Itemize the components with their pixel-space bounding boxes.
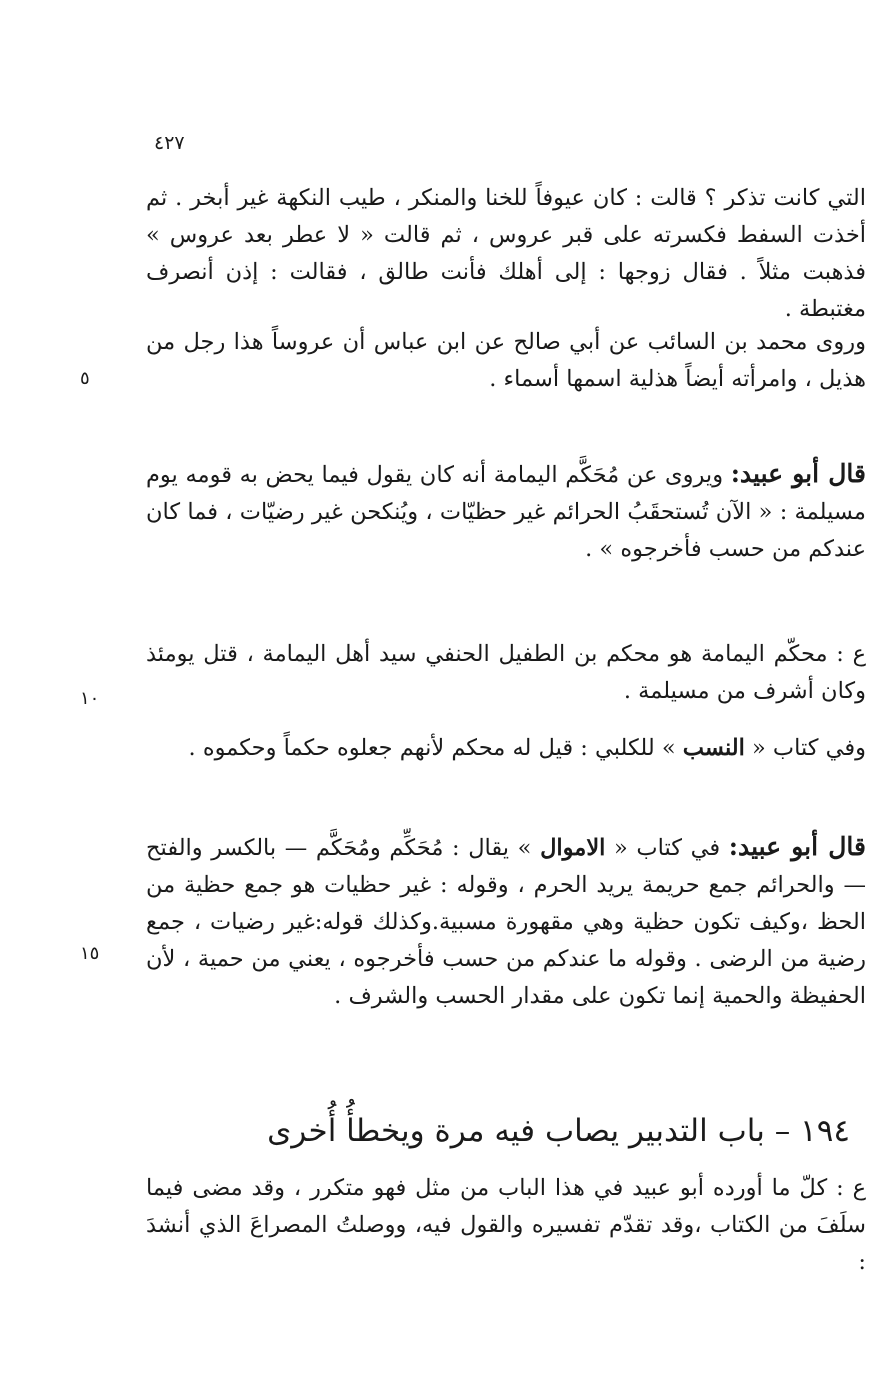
paragraph-5-pre: وفي كتاب «	[744, 735, 866, 761]
paragraph-7-text: ع : كلّ ما أورده أبو عبيد في هذا الباب من مثل فهو متكرر ، وقد مضى فيما سلَفَ من الكتاب ،وقد تقدّم تفسيره والقول فيه، ووصلتُ المصراعَ الذي أنشدَ :	[146, 1175, 866, 1275]
line-marker-15: ١٥	[80, 943, 100, 964]
paragraph-3-text	[146, 455, 866, 568]
paragraph-6-post: » يقال : مُحَكِّم ومُحَكَّم — بالكسر والفتح — والحرائم جمع حريمة يريد الحرم ، وقوله : غير حظيات هو جمع حظية من الحظ ،وكيف تكون حظية وهي مقهورة مسبية.وكذلك قوله:غير رضيات ، جمع رضية من الرضى . وقوله ما عندكم من حسب فأخرجوه ، يعني من حمية ، لأن الحفيظة والحمية إنما تكون على مقدار الحسب والشرف .	[146, 835, 866, 1009]
paragraph-5	[146, 730, 866, 767]
paragraph-7	[146, 1170, 866, 1281]
paragraph-4	[146, 636, 866, 710]
paragraph-3	[146, 455, 866, 568]
page-number: ٤٢٧	[154, 132, 185, 154]
book-title-amwal: الاموال	[540, 835, 606, 861]
paragraph-2	[146, 324, 866, 398]
paragraph-6-text	[146, 828, 866, 1015]
line-marker-10: ١٠	[80, 688, 100, 709]
paragraph-4-text: ع : محكّم اليمامة هو محكم بن الطفيل الحنفي سيد أهل اليمامة ، قتل يومئذ وكان أشرف من مسيلمة .	[146, 641, 866, 704]
chapter-heading: ١٩٤ – باب التدبير يصاب فيه مرة ويخطأُ أُخرى	[267, 1112, 850, 1149]
paragraph-6	[146, 828, 866, 1015]
paragraph-3-body: ويروى عن مُحَكَّم اليمامة أنه كان يقول فيما يحض به قومه يوم مسيلمة : « الآن تُستحقَبُ الحرائم غير حظيّات ، ويُنكحن غير رضيّات ، فما كان عندكم من حسب فأخرجوه » .	[146, 462, 866, 562]
paragraph-6-pre: في كتاب «	[605, 835, 729, 861]
paragraph-5-text	[146, 730, 866, 767]
paragraph-1-text: التي كانت تذكر ؟ قالت : كان عيوفاً للخنا والمنكر ، طيب النكهة غير أبخر . ثم أخذت السفط فكسرته على قبر عروس ، ثم قالت « لا عطر بعد عروس » فذهبت مثلاً . فقال زوجها : إلى أهلك فأنت طالق ، فقالت : إذن أنصرف مغتبطة .	[146, 185, 866, 322]
book-title-nasab: النسب	[682, 735, 745, 761]
paragraph-1	[146, 180, 866, 328]
line-marker-5: ٥	[80, 368, 90, 389]
speaker-label: قال أبو عبيد:	[730, 459, 866, 488]
speaker-label: قال أبو عبيد:	[728, 832, 866, 861]
paragraph-5-post: » للكلبي : قيل له محكم لأنهم جعلوه حكماً وحكموه .	[188, 735, 683, 761]
paragraph-2-text: وروى محمد بن السائب عن أبي صالح عن ابن عباس أن عروساً هذا رجل من هذيل ، وامرأته أيضاً هذلية اسمها أسماء .	[146, 329, 866, 392]
